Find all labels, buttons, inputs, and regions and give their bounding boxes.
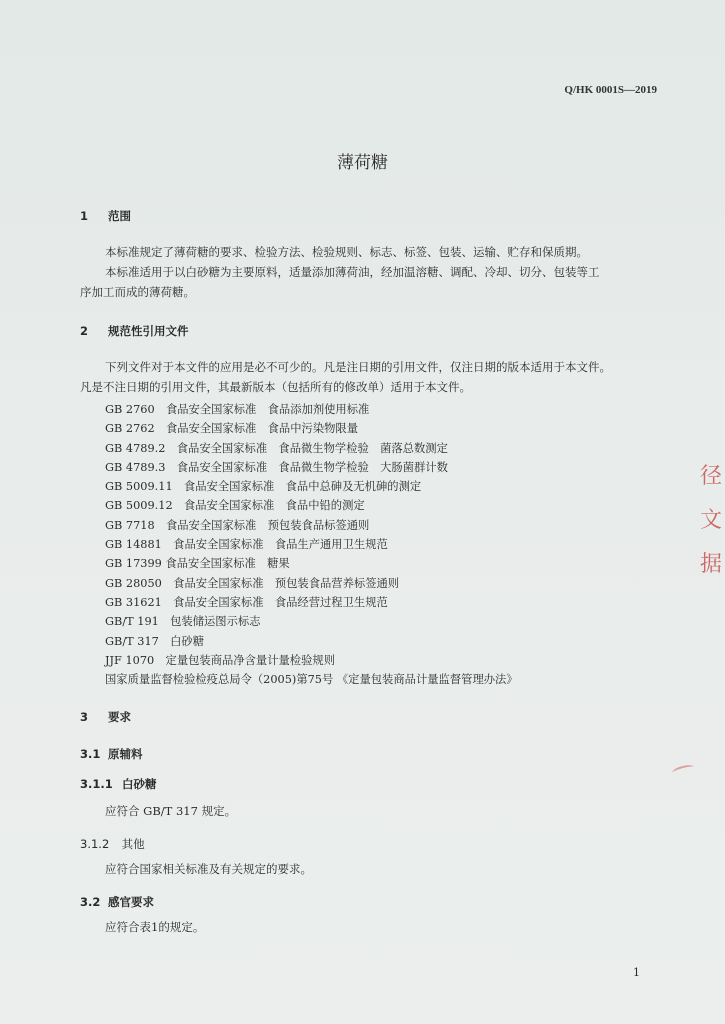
reference-item: GB 31621 食品安全国家标准 食品经营过程卫生规范 xyxy=(105,595,388,609)
section-title: 感官要求 xyxy=(108,895,155,909)
section-number: 3.1.1 xyxy=(80,777,113,791)
paragraph: 序加工而成的薄荷糖。 xyxy=(80,285,195,299)
ink-smudge xyxy=(671,763,694,776)
subsection-3-1-heading xyxy=(80,746,143,762)
reference-item: GB 17399 食品安全国家标准 糖果 xyxy=(105,557,290,571)
reference-item: GB 5009.11 食品安全国家标准 食品中总砷及无机砷的测定 xyxy=(105,480,422,494)
stamp-char: 据 xyxy=(700,552,723,577)
section-number: 3.2 xyxy=(80,895,101,909)
subsection-3-2-heading xyxy=(80,894,154,910)
section-1-heading xyxy=(80,208,131,224)
section-3-heading xyxy=(80,709,131,725)
page-number: 1 xyxy=(633,966,640,979)
section-title: 要求 xyxy=(108,710,132,724)
reference-item: GB 14881 食品安全国家标准 食品生产通用卫生规范 xyxy=(105,538,388,552)
section-title: 范围 xyxy=(108,209,132,223)
paragraph: 应符合国家相关标准及有关规定的要求。 xyxy=(105,862,312,876)
section-number: 3.1.2 xyxy=(80,837,110,851)
section-2-heading xyxy=(80,323,189,339)
section-title: 白砂糖 xyxy=(122,777,157,791)
reference-item: GB 4789.2 食品安全国家标准 食品微生物学检验 菌落总数测定 xyxy=(105,441,448,455)
reference-list xyxy=(105,400,518,689)
section-number: 3.1 xyxy=(80,747,101,761)
reference-item: GB 4789.3 食品安全国家标准 食品微生物学检验 大肠菌群计数 xyxy=(105,460,448,474)
reference-item: JJF 1070 定量包装商品净含量计量检验规则 xyxy=(105,653,335,667)
subsection-3-1-2-heading xyxy=(80,836,145,852)
reference-item: GB/T 191 包装储运图示标志 xyxy=(105,615,261,629)
paragraph: 下列文件对于本文件的应用是必不可少的。凡是注日期的引用文件，仅注日期的版本适用于本文件。 xyxy=(105,360,611,374)
section-number: 1 xyxy=(80,209,89,223)
section-number: 3 xyxy=(80,710,89,724)
section-number: 2 xyxy=(80,324,89,338)
subsection-3-1-1-heading xyxy=(80,776,157,792)
red-seal-stamp xyxy=(700,455,725,605)
document-code: Q/HK 0001S—2019 xyxy=(564,84,657,96)
paragraph: 本标准适用于以白砂糖为主要原料，适量添加薄荷油，经加温溶糖、调配、冷却、切分、包装等工 xyxy=(105,265,600,279)
reference-item: GB 28050 食品安全国家标准 预包装食品营养标签通则 xyxy=(105,576,400,590)
reference-item: GB 5009.12 食品安全国家标准 食品中铅的测定 xyxy=(105,499,365,513)
section-title: 原辅料 xyxy=(108,747,143,761)
reference-item: GB 2762 食品安全国家标准 食品中污染物限量 xyxy=(105,422,359,436)
document-title: 薄荷糖 xyxy=(337,153,388,173)
section-title: 规范性引用文件 xyxy=(108,324,189,338)
stamp-char: 文 xyxy=(700,508,723,533)
section-title: 其他 xyxy=(121,837,145,851)
reference-item: GB 7718 食品安全国家标准 预包装食品标签通则 xyxy=(105,518,370,532)
reference-item: GB 2760 食品安全国家标准 食品添加剂使用标准 xyxy=(105,403,370,416)
reference-item: 国家质量监督检验检疫总局令（2005)第75号 《定量包装商品计量监督管理办法》 xyxy=(105,673,518,687)
stamp-char: 径 xyxy=(700,464,723,489)
paragraph: 凡是不注日期的引用文件，其最新版本（包括所有的修改单）适用于本文件。 xyxy=(80,380,471,394)
paragraph: 应符合表1的规定。 xyxy=(105,920,205,934)
paragraph: 本标准规定了薄荷糖的要求、检验方法、检验规则、标志、标签、包装、运输、贮存和保质期。 xyxy=(105,245,588,259)
paragraph: 应符合 GB/T 317 规定。 xyxy=(105,804,237,818)
reference-item: GB/T 317 白砂糖 xyxy=(105,634,205,648)
